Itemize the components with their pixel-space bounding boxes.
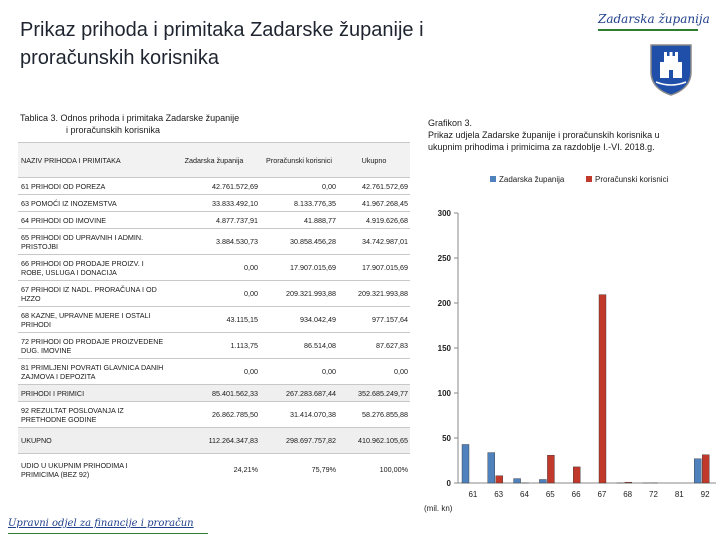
cell-total: 977.157,64 [338, 307, 410, 333]
x-tick-label: 66 [571, 490, 581, 499]
cell-total: 209.321.993,88 [338, 281, 410, 307]
bar-county-63 [488, 453, 495, 483]
cell-total: 17.907.015,69 [338, 255, 410, 281]
bar-chart [418, 168, 718, 518]
x-tick-label: 81 [674, 490, 684, 499]
table-row [18, 359, 410, 385]
legend-swatch-budget-users [586, 176, 592, 182]
cell-name: 64 PRIHODI OD IMOVINE [18, 212, 168, 229]
table-header-row [18, 143, 410, 178]
cell-budget-users: 0,00 [260, 359, 338, 385]
bar-county-61 [462, 444, 469, 483]
coat-of-arms-icon [648, 42, 694, 96]
cell-total: 4.919.626,68 [338, 212, 410, 229]
cell-budget-users: 75,79% [260, 454, 338, 486]
cell-total: 87.627,83 [338, 333, 410, 359]
table-row [18, 229, 410, 255]
cell-total: 34.742.987,01 [338, 229, 410, 255]
cell-name: 66 PRIHODI OD PRODAJE PROIZV. I ROBE, USLUGA I DONACIJA [18, 255, 168, 281]
bar-budget-users-63 [496, 476, 503, 483]
legend-label-county: Zadarska županija [499, 175, 565, 184]
cell-county: 0,00 [168, 255, 260, 281]
table-row [18, 178, 410, 195]
cell-budget-users: 298.697.757,82 [260, 428, 338, 454]
y-tick-label: 100 [437, 389, 451, 398]
cell-county: 24,21% [168, 454, 260, 486]
y-tick-label: 0 [446, 479, 451, 488]
cell-name: 61 PRIHODI OD POREZA [18, 178, 168, 195]
cell-name: 65 PRIHODI OD UPRAVNIH I ADMIN. PRISTOJBI [18, 229, 168, 255]
x-tick-label: 67 [597, 490, 607, 499]
cell-name: 68 KAZNE, UPRAVNE MJERE I OSTALI PRIHODI [18, 307, 168, 333]
cell-name: 92 REZULTAT POSLOVANJA IZ PRETHODNE GODINE [18, 402, 168, 428]
cell-budget-users: 0,00 [260, 178, 338, 195]
y-tick-label: 50 [442, 434, 451, 443]
table-row [18, 281, 410, 307]
legend-label-budget-users: Proračunski korisnici [595, 175, 669, 184]
bar-county-92 [694, 459, 701, 483]
cell-budget-users: 934.042,49 [260, 307, 338, 333]
chart-caption-line-1: Grafikon 3. [428, 118, 473, 128]
cell-county: 33.833.492,10 [168, 195, 260, 212]
table-row [18, 212, 410, 229]
x-tick-label: 64 [520, 490, 529, 499]
page-title: Prikaz prihoda i primitaka Zadarske županije i proračunskih korisnika [20, 19, 424, 69]
revenue-table [18, 142, 410, 486]
bar-county-65 [539, 479, 546, 483]
table-caption [20, 112, 290, 136]
bar-budget-users-67 [599, 295, 606, 483]
chart-caption-line-2: Prikaz udjela Zadarske županije i proračunskih korisnika u [428, 130, 660, 140]
table-row [18, 402, 410, 428]
cell-total: 42.761.572,69 [338, 178, 410, 195]
cell-name: UDIO U UKUPNIM PRIHODIMA I PRIMICIMA (BEZ 92) [18, 454, 168, 486]
cell-county: 4.877.737,91 [168, 212, 260, 229]
table-row [18, 385, 410, 402]
bar-budget-users-66 [573, 467, 580, 483]
y-tick-label: 200 [437, 299, 451, 308]
cell-budget-users: 209.321.993,88 [260, 281, 338, 307]
cell-county: 26.862.785,50 [168, 402, 260, 428]
cell-county: 3.884.530,73 [168, 229, 260, 255]
bar-county-64 [514, 479, 521, 483]
table-row [18, 454, 410, 486]
header-budget-users: Proračunski korisnici [260, 143, 338, 178]
cell-budget-users: 41.888,77 [260, 212, 338, 229]
cell-name: 63 POMOĆI IZ INOZEMSTVA [18, 195, 168, 212]
y-axis-unit-label: (mil. kn) [424, 504, 453, 513]
x-tick-label: 92 [700, 490, 710, 499]
table-caption-line-1: Tablica 3. Odnos prihoda i primitaka Zadarske županije [20, 113, 240, 123]
cell-name: 81 PRIMLJENI POVRATI GLAVNICA DANIH ZAJMOVA I DEPOZITA [18, 359, 168, 385]
table-caption-line-2: i proračunskih korisnika [66, 125, 161, 135]
table-row [18, 428, 410, 454]
header-total: Ukupno [338, 143, 410, 178]
cell-budget-users: 267.283.687,44 [260, 385, 338, 402]
header-name: NAZIV PRIHODA I PRIMITAKA [18, 143, 168, 178]
table-row [18, 307, 410, 333]
bar-budget-users-68 [625, 482, 632, 483]
legend-swatch-county [490, 176, 496, 182]
cell-name: 72 PRIHODI OD PRODAJE PROIZVEDENE DUG. IMOVINE [18, 333, 168, 359]
table-row [18, 255, 410, 281]
brand-name: Zadarska županija [598, 12, 710, 26]
x-tick-label: 65 [545, 490, 555, 499]
x-tick-label: 68 [623, 490, 633, 499]
bar-budget-users-65 [547, 455, 554, 483]
cell-total: 0,00 [338, 359, 410, 385]
y-tick-label: 150 [437, 344, 451, 353]
cell-county: 0,00 [168, 359, 260, 385]
footer-rule [8, 533, 208, 534]
cell-county: 42.761.572,69 [168, 178, 260, 195]
cell-name: 67 PRIHODI IZ NADL. PRORAČUNA I OD HZZO [18, 281, 168, 307]
cell-county: 85.401.562,33 [168, 385, 260, 402]
cell-total: 352.685.249,77 [338, 385, 410, 402]
x-tick-label: 61 [468, 490, 478, 499]
x-tick-label: 72 [649, 490, 658, 499]
cell-total: 41.967.268,45 [338, 195, 410, 212]
cell-budget-users: 8.133.776,35 [260, 195, 338, 212]
bar-budget-users-92 [702, 455, 709, 483]
cell-total: 58.276.855,88 [338, 402, 410, 428]
cell-county: 112.264.347,83 [168, 428, 260, 454]
y-tick-label: 300 [437, 209, 451, 218]
cell-county: 0,00 [168, 281, 260, 307]
chart-caption [428, 117, 718, 153]
footer-department: Upravni odjel za financije i proračun [8, 518, 194, 529]
table-row [18, 333, 410, 359]
cell-budget-users: 30.858.456,28 [260, 229, 338, 255]
cell-name: UKUPNO [18, 428, 168, 454]
cell-name: PRIHODI I PRIMICI [18, 385, 168, 402]
cell-total: 410.962.105,65 [338, 428, 410, 454]
cell-budget-users: 86.514,08 [260, 333, 338, 359]
y-tick-label: 250 [437, 254, 451, 263]
cell-budget-users: 31.414.070,38 [260, 402, 338, 428]
table-row [18, 195, 410, 212]
cell-county: 43.115,15 [168, 307, 260, 333]
cell-total: 100,00% [338, 454, 410, 486]
chart-caption-line-3: ukupnim prihodima i primicima za razdoblje I.-VI. 2018.g. [428, 142, 655, 152]
x-tick-label: 63 [494, 490, 504, 499]
cell-budget-users: 17.907.015,69 [260, 255, 338, 281]
brand-rule [598, 29, 698, 31]
cell-county: 1.113,75 [168, 333, 260, 359]
header-county: Zadarska županija [168, 143, 260, 178]
